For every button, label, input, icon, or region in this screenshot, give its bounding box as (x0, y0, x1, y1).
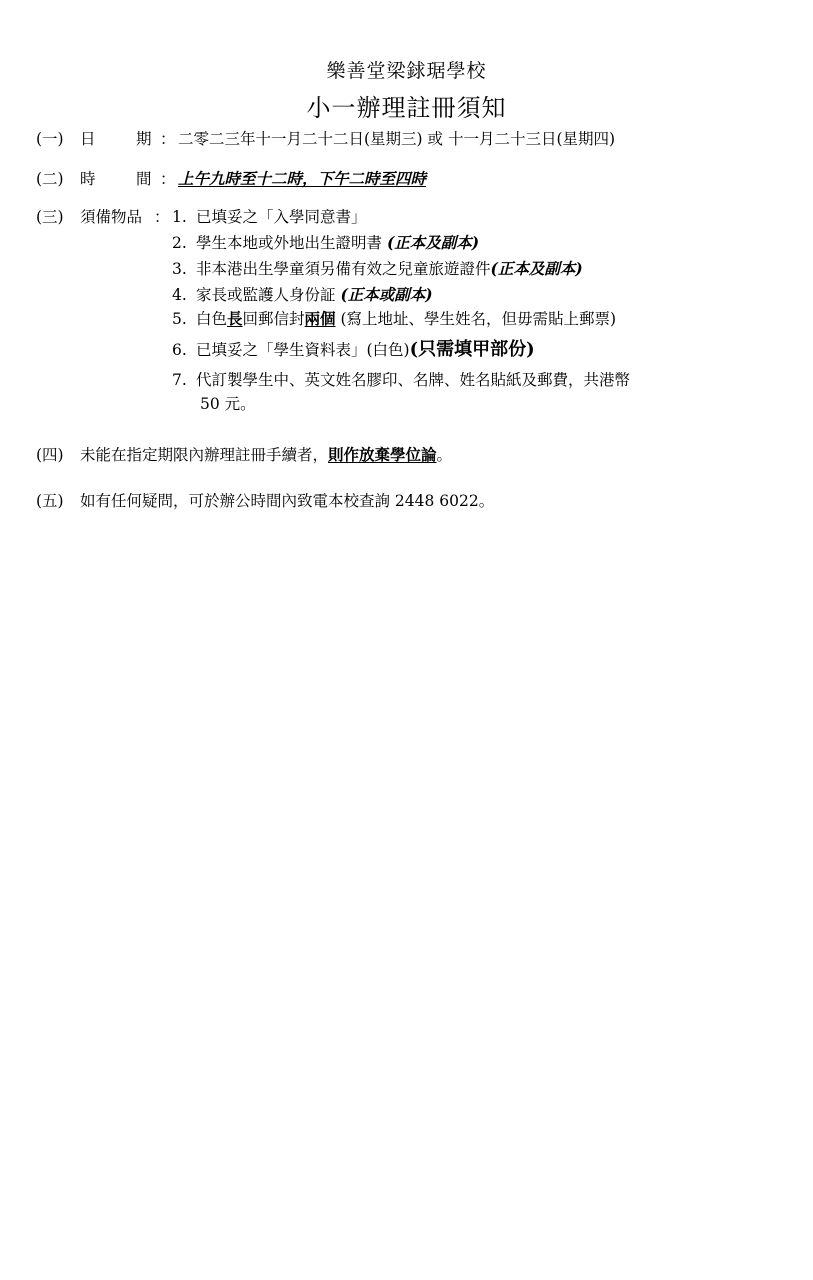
section-time (36, 168, 426, 190)
section-label (80, 168, 160, 190)
item-number: 1. (172, 208, 187, 226)
item-number: 5. (172, 310, 187, 328)
section-number: (一) (36, 130, 64, 148)
item-text: 已填妥之「入學同意書」 (196, 208, 367, 226)
item-number: 6. (172, 341, 187, 359)
item-emphasis: 兩個 (304, 309, 336, 328)
list-item (172, 258, 583, 280)
item-text: (寫上地址、學生姓名，但毋需貼上郵票) (335, 310, 617, 328)
item-number: 7. (172, 371, 187, 389)
section-enquiry (36, 490, 494, 512)
list-item (172, 369, 630, 391)
warning-end: 。 (436, 446, 453, 464)
item-text: 非本港出生學童須另備有效之兒童旅遊證件 (196, 260, 491, 278)
item-text: 白色 (196, 310, 228, 328)
label-char: 期 (136, 130, 152, 148)
item-emphasis: (正本及副本) (490, 259, 583, 278)
section-deadline-warning (36, 444, 452, 466)
section-label: 須備物品 (80, 208, 143, 226)
label-colon: ： (160, 170, 176, 188)
section-items-header (36, 206, 172, 228)
list-item-continuation: 50 元。 (200, 395, 256, 413)
label-colon: ： (154, 208, 170, 226)
label-colon: ： (160, 130, 176, 148)
doc-title: 小一辦理註冊須知 (306, 94, 507, 122)
list-item (172, 284, 433, 306)
list-item (172, 206, 367, 228)
label-char: 日 (80, 130, 96, 148)
list-item (172, 339, 535, 361)
item-text: 代訂製學生中、英文姓名膠印、名牌、姓名貼紙及郵費，共港幣 (196, 371, 631, 389)
item-text: 家長或監護人身份証 (196, 286, 341, 304)
item-text: 回郵信封 (242, 310, 305, 328)
warning-text: 未能在指定期限內辦理註冊手續者， (80, 446, 329, 464)
warning-emphasis: 則作放棄學位論 (328, 445, 437, 464)
item-emphasis: (正本及副本) (386, 233, 480, 252)
section-number: (四) (36, 446, 64, 464)
item-text: 學生本地或外地出生證明書 (196, 234, 387, 252)
item-number: 2. (172, 234, 187, 252)
item-emphasis: (正本或副本) (340, 285, 433, 304)
item-number: 4. (172, 286, 187, 304)
section-date (36, 128, 615, 150)
enquiry-text: 如有任何疑問，可於辦公時間內致電本校查詢 2448 6022。 (80, 492, 495, 510)
item-number: 3. (172, 260, 187, 278)
item-emphasis: (只需填甲部份) (409, 339, 535, 360)
item-text: 已填妥之「學生資料表」(白色) (196, 341, 410, 359)
section-number: (二) (36, 170, 64, 188)
label-char: 時 (80, 170, 96, 188)
list-item (172, 232, 479, 254)
school-name: 樂善堂梁銶琚學校 (326, 60, 487, 82)
section-label (80, 128, 160, 150)
time-text: 上午九時至十二時，下午二時至四時 (178, 169, 427, 188)
section-number: (三) (36, 208, 64, 226)
item-emphasis: 長 (227, 309, 243, 328)
label-char: 間 (136, 170, 152, 188)
list-item (172, 308, 616, 330)
section-number: (五) (36, 492, 64, 510)
date-text: 二零二三年十一月二十二日(星期三) 或 十一月二十三日(星期四) (178, 130, 616, 148)
